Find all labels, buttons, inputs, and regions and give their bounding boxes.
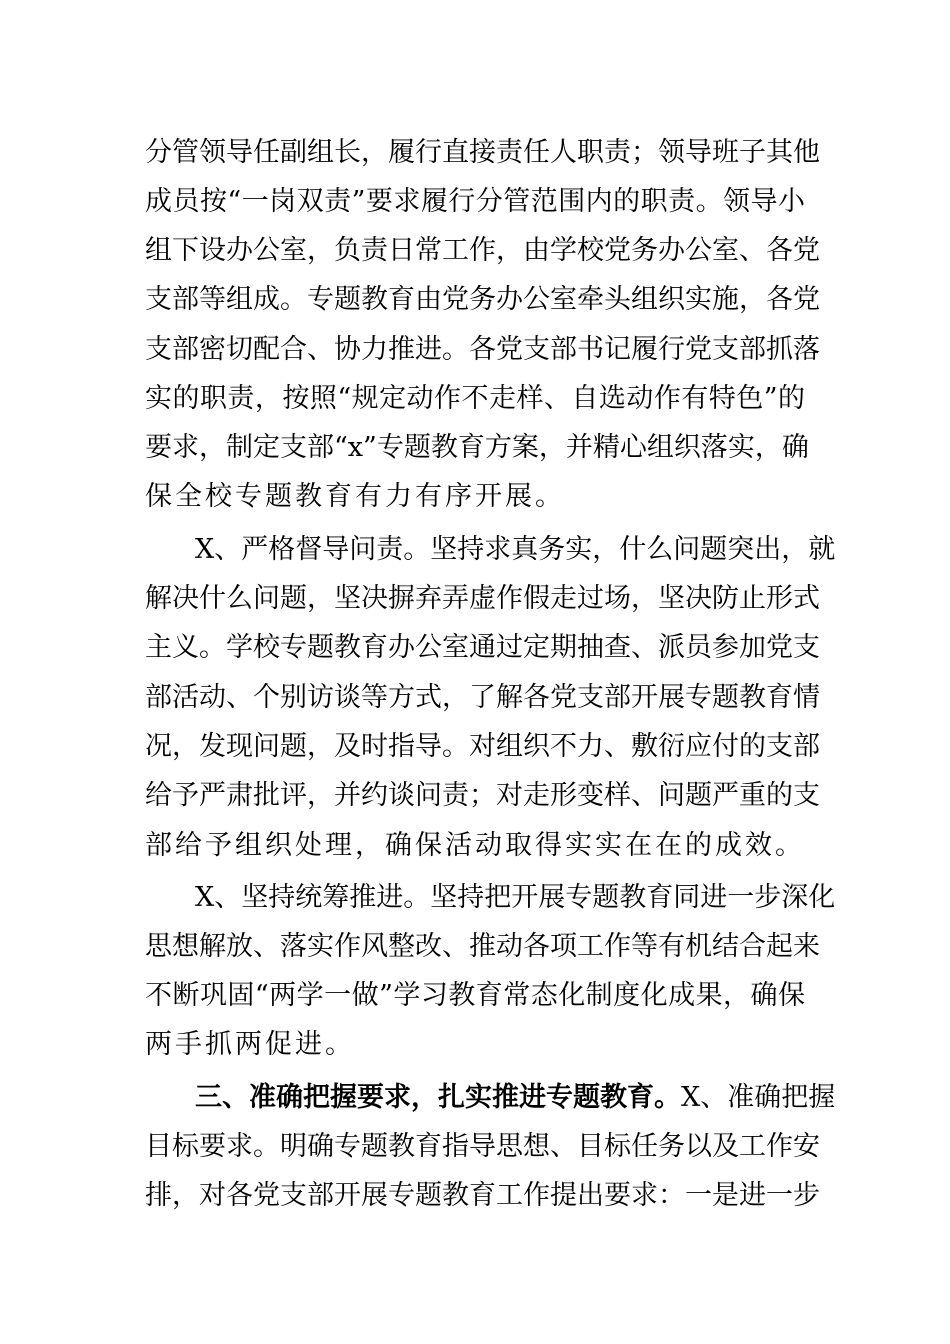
paragraph-2-line-5: 况，发现问题，及时指导。对组织不力、敷衍应付的支部 (145, 731, 820, 762)
paragraph-1-line-8: 保全校专题教育有力有序开展。 (145, 481, 565, 512)
paragraph-3-line-4: 两手抓两促进。 (145, 1029, 355, 1060)
paragraph-4-line-3: 排，对各党支部开展专题教育工作提出要求：一是进一步 (145, 1180, 820, 1211)
paragraph-1-line-3: 组下设办公室，负责日常工作，由学校党务办公室、各党 (145, 235, 820, 266)
paragraph-1-line-2: 成员按“一岗双责”要求履行分管范围内的职责。领导小 (145, 186, 805, 217)
section-heading-rest: X、准确把握 (681, 1082, 836, 1113)
paragraph-1-line-5: 支部密切配合、协力推进。各党支部书记履行党支部抓落 (145, 334, 820, 365)
paragraph-3-line-3: 不断巩固“两学一做”学习教育常态化制度化成果，确保 (145, 980, 805, 1011)
paragraph-1-line-1: 分管领导任副组长，履行直接责任人职责；领导班子其他 (145, 137, 820, 168)
paragraph-1-line-4: 支部等组成。专题教育由党务办公室牵头组织实施，各党 (145, 284, 820, 315)
paragraph-2-line-2: 解决什么问题，坚决摒弃弄虚作假走过场，坚决防止形式 (145, 583, 820, 614)
paragraph-1-line-7: 要求，制定支部“x”专题教育方案，并精心组织落实，确 (145, 432, 809, 463)
paragraph-2-line-4: 部活动、个别访谈等方式，了解各党支部开展专题教育情 (145, 682, 820, 713)
paragraph-2-line-7: 部给予组织处理，确保活动取得实实在在的成效。 (145, 830, 805, 861)
section-heading: 三、准确把握要求，扎实推进专题教育。 (195, 1082, 681, 1113)
paragraph-3-line-1: X、坚持统筹推进。坚持把开展专题教育同进一步深化 (195, 882, 836, 913)
section-heading-line (195, 1078, 836, 1118)
paragraph-2-line-6: 给予严肃批评，并约谈问责；对走形变样、问题严重的支 (145, 780, 820, 811)
paragraph-1-line-6: 实的职责，按照“规定动作不走样、自选动作有特色”的 (145, 383, 805, 414)
paragraph-4-line-2: 目标要求。明确专题教育指导思想、目标任务以及工作安 (145, 1131, 820, 1162)
paragraph-3-line-2: 思想解放、落实作风整改、推动各项工作等有机结合起来 (145, 931, 820, 962)
paragraph-2-line-1: X、严格督导问责。坚持求真务实，什么问题突出，就 (195, 534, 836, 565)
paragraph-2-line-3: 主义。学校专题教育办公室通过定期抽查、派员参加党支 (145, 632, 820, 663)
